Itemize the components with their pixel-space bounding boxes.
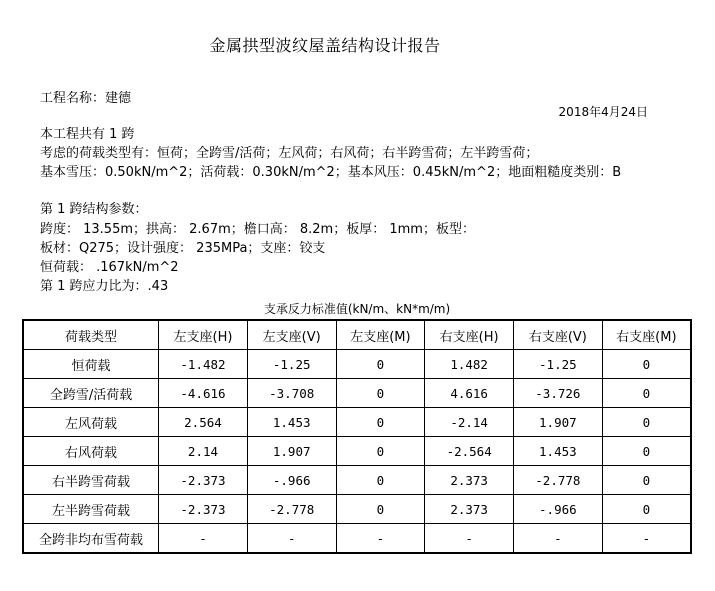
header-left-h: 左支座(H) <box>159 320 248 350</box>
cell-right-v: -2.778 <box>514 466 603 495</box>
span-geometry-line: 跨度： 13.55m；拱高： 2.67m；檐口高： 8.2m；板厚： 1mm；板型： <box>40 222 475 237</box>
cell-left-h: 2.564 <box>159 408 248 437</box>
reaction-table <box>22 319 692 554</box>
cell-right-m: 0 <box>602 466 691 495</box>
cell-left-h: -2.373 <box>159 495 248 524</box>
report-date: 2018年4月24日 <box>558 105 648 119</box>
cell-left-m: 0 <box>336 350 425 379</box>
cell-left-m: 0 <box>336 379 425 408</box>
table-row <box>23 350 691 379</box>
reaction-table-caption: 支承反力标准值(kN/m、kN*m/m) <box>263 302 451 316</box>
project-name-label: 工程名称： <box>40 91 106 106</box>
cell-right-v: -.966 <box>514 495 603 524</box>
cell-left-v: 1.453 <box>247 408 336 437</box>
cell-right-v: 1.453 <box>514 437 603 466</box>
row-load-type: 全跨雪/活荷载 <box>23 379 159 408</box>
cell-right-v: 1.907 <box>514 408 603 437</box>
row-load-type: 恒荷载 <box>23 350 159 379</box>
cell-right-m: 0 <box>602 350 691 379</box>
header-right-v: 右支座(V) <box>514 320 603 350</box>
table-row <box>23 495 691 524</box>
cell-left-h: -4.616 <box>159 379 248 408</box>
cell-right-m: - <box>602 524 691 554</box>
cell-left-h: 2.14 <box>159 437 248 466</box>
cell-right-h: 2.373 <box>425 466 514 495</box>
header-load-type: 荷载类型 <box>23 320 159 350</box>
basic-loads-line: 基本雪压：0.50kN/m^2；活荷载：0.30kN/m^2；基本风压：0.45kN/m^2；地面粗糙度类别：B <box>40 165 622 180</box>
cell-right-h: - <box>425 524 514 554</box>
span-count-line: 本工程共有 1 跨 <box>40 127 135 142</box>
table-row <box>23 524 691 554</box>
cell-right-v: - <box>514 524 603 554</box>
header-right-m: 右支座(M) <box>602 320 691 350</box>
project-name-line <box>40 87 131 106</box>
cell-left-v: 1.907 <box>247 437 336 466</box>
row-load-type: 左风荷载 <box>23 408 159 437</box>
report-title: 金属拱型波纹屋盖结构设计报告 <box>209 36 441 55</box>
cell-right-v: -1.25 <box>514 350 603 379</box>
cell-left-h: -2.373 <box>159 466 248 495</box>
header-right-h: 右支座(H) <box>425 320 514 350</box>
cell-right-m: 0 <box>602 495 691 524</box>
cell-left-v: -1.25 <box>247 350 336 379</box>
row-load-type: 全跨非均布雪荷载 <box>23 524 159 554</box>
table-row <box>23 379 691 408</box>
project-name-value: 建德 <box>105 91 132 106</box>
cell-left-v: -2.778 <box>247 495 336 524</box>
cell-right-m: 0 <box>602 437 691 466</box>
cell-left-m: 0 <box>336 437 425 466</box>
cell-left-m: 0 <box>336 466 425 495</box>
table-row <box>23 437 691 466</box>
row-load-type: 左半跨雪荷载 <box>23 495 159 524</box>
cell-left-h: -1.482 <box>159 350 248 379</box>
cell-left-v: -.966 <box>247 466 336 495</box>
table-header-row <box>23 320 691 350</box>
cell-left-m: - <box>336 524 425 554</box>
cell-right-h: 4.616 <box>425 379 514 408</box>
cell-left-v: - <box>247 524 336 554</box>
cell-right-h: -2.564 <box>425 437 514 466</box>
dead-load-line: 恒荷载： .167kN/m^2 <box>40 260 179 275</box>
cell-left-v: -3.708 <box>247 379 336 408</box>
row-load-type: 右风荷载 <box>23 437 159 466</box>
row-load-type: 右半跨雪荷载 <box>23 466 159 495</box>
span-material-line: 板材：Q275；设计强度： 235MPa；支座：铰支 <box>40 241 326 256</box>
table-row <box>23 466 691 495</box>
cell-left-h: - <box>159 524 248 554</box>
span-params-heading: 第 1 跨结构参数： <box>40 202 148 217</box>
stress-ratio-line: 第 1 跨应力比为：.43 <box>40 279 169 294</box>
cell-right-h: 1.482 <box>425 350 514 379</box>
cell-right-h: 2.373 <box>425 495 514 524</box>
cell-right-v: -3.726 <box>514 379 603 408</box>
cell-right-m: 0 <box>602 379 691 408</box>
cell-right-h: -2.14 <box>425 408 514 437</box>
load-types-line: 考虑的荷载类型有：恒荷；全跨雪/活荷；左风荷；右风荷；右半跨雪荷；左半跨雪荷； <box>40 146 539 161</box>
cell-right-m: 0 <box>602 408 691 437</box>
header-left-m: 左支座(M) <box>336 320 425 350</box>
header-left-v: 左支座(V) <box>247 320 336 350</box>
table-row <box>23 408 691 437</box>
cell-left-m: 0 <box>336 408 425 437</box>
cell-left-m: 0 <box>336 495 425 524</box>
